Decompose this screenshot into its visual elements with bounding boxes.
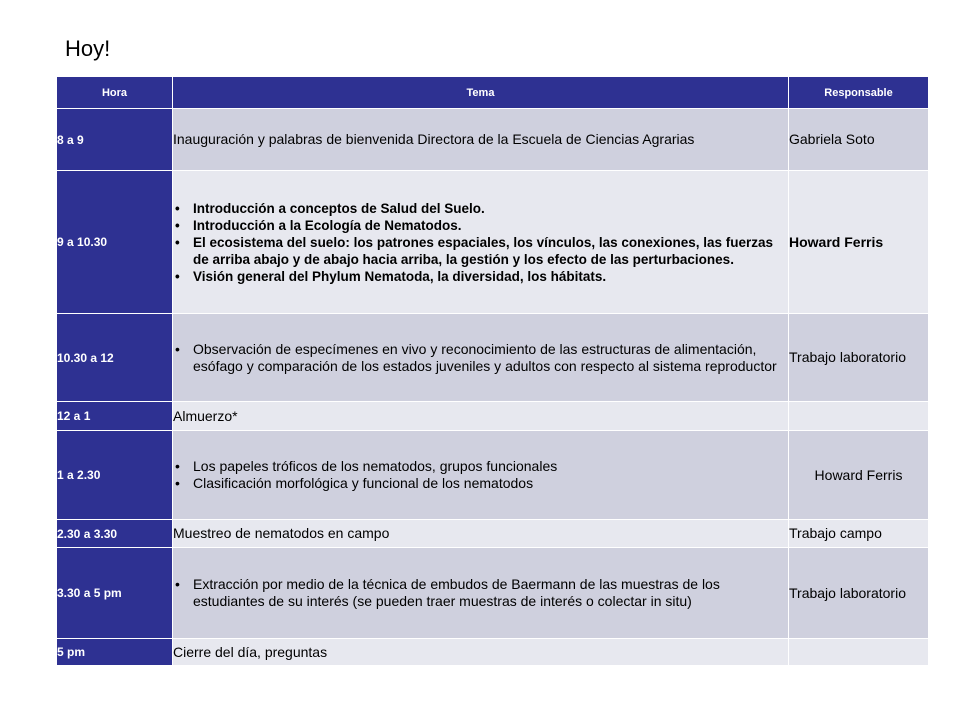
table-row xyxy=(57,171,929,314)
cell-responsable: Trabajo campo xyxy=(789,520,929,548)
list-item: • El ecosistema del suelo: los patrones espaciales, los vínculos, las conexiones, las fuerzas de arriba abajo y de abajo hacia arriba, la gestión y los efecto de las perturbaciones. xyxy=(173,234,788,268)
cell-tema: Cierre del día, preguntas xyxy=(173,639,789,666)
cell-hora: 10.30 a 12 xyxy=(57,314,173,402)
cell-tema xyxy=(173,171,789,314)
cell-tema xyxy=(173,548,789,639)
header-tema: Tema xyxy=(173,77,789,109)
list-item: • Extracción por medio de la técnica de embudos de Baermann de las muestras de los estudiantes de su interés (se pueden traer muestras de interés o colectar in situ) xyxy=(173,576,788,610)
cell-responsable xyxy=(789,639,929,666)
table-row xyxy=(57,548,929,639)
cell-hora: 12 a 1 xyxy=(57,402,173,431)
list-item: • Visión general del Phylum Nematoda, la diversidad, los hábitats. xyxy=(173,268,788,285)
table-row xyxy=(57,431,929,520)
table-row xyxy=(57,520,929,548)
cell-hora: 8 a 9 xyxy=(57,109,173,171)
schedule-table xyxy=(56,76,929,666)
header-hora: Hora xyxy=(57,77,173,109)
list-item: • Los papeles tróficos de los nematodos, grupos funcionales xyxy=(173,458,788,475)
list-item: • Observación de especímenes en vivo y reconocimiento de las estructuras de alimentación, esófago y comparación de los estados juveniles y adultos con respecto al sistema reproductor xyxy=(173,341,788,375)
cell-responsable: Trabajo laboratorio xyxy=(789,548,929,639)
list-item: • Clasificación morfológica y funcional de los nematodos xyxy=(173,475,788,492)
header-row xyxy=(57,77,929,109)
cell-responsable: Howard Ferris xyxy=(789,431,929,520)
cell-hora: 9 a 10.30 xyxy=(57,171,173,314)
cell-responsable: Trabajo laboratorio xyxy=(789,314,929,402)
cell-hora: 5 pm xyxy=(57,639,173,666)
cell-tema xyxy=(173,431,789,520)
topic-list xyxy=(173,458,788,492)
cell-tema: Muestreo de nematodos en campo xyxy=(173,520,789,548)
cell-responsable: Gabriela Soto xyxy=(789,109,929,171)
topic-list xyxy=(173,341,788,375)
cell-hora: 2.30 a 3.30 xyxy=(57,520,173,548)
cell-tema xyxy=(173,314,789,402)
cell-responsable: Howard Ferris xyxy=(789,171,929,314)
table-row xyxy=(57,314,929,402)
cell-tema: Almuerzo* xyxy=(173,402,789,431)
topic-list xyxy=(173,576,788,610)
table-row xyxy=(57,109,929,171)
page-title: Hoy! xyxy=(65,36,111,61)
cell-tema: Inauguración y palabras de bienvenida Directora de la Escuela de Ciencias Agrarias xyxy=(173,109,789,171)
list-item: • Introducción a conceptos de Salud del Suelo. xyxy=(173,200,788,217)
table-row xyxy=(57,402,929,431)
cell-hora: 1 a 2.30 xyxy=(57,431,173,520)
cell-responsable xyxy=(789,402,929,431)
cell-hora: 3.30 a 5 pm xyxy=(57,548,173,639)
topic-list xyxy=(173,200,788,285)
table-row xyxy=(57,639,929,666)
list-item: • Introducción a la Ecología de Nematodos. xyxy=(173,217,788,234)
header-responsable: Responsable xyxy=(789,77,929,109)
